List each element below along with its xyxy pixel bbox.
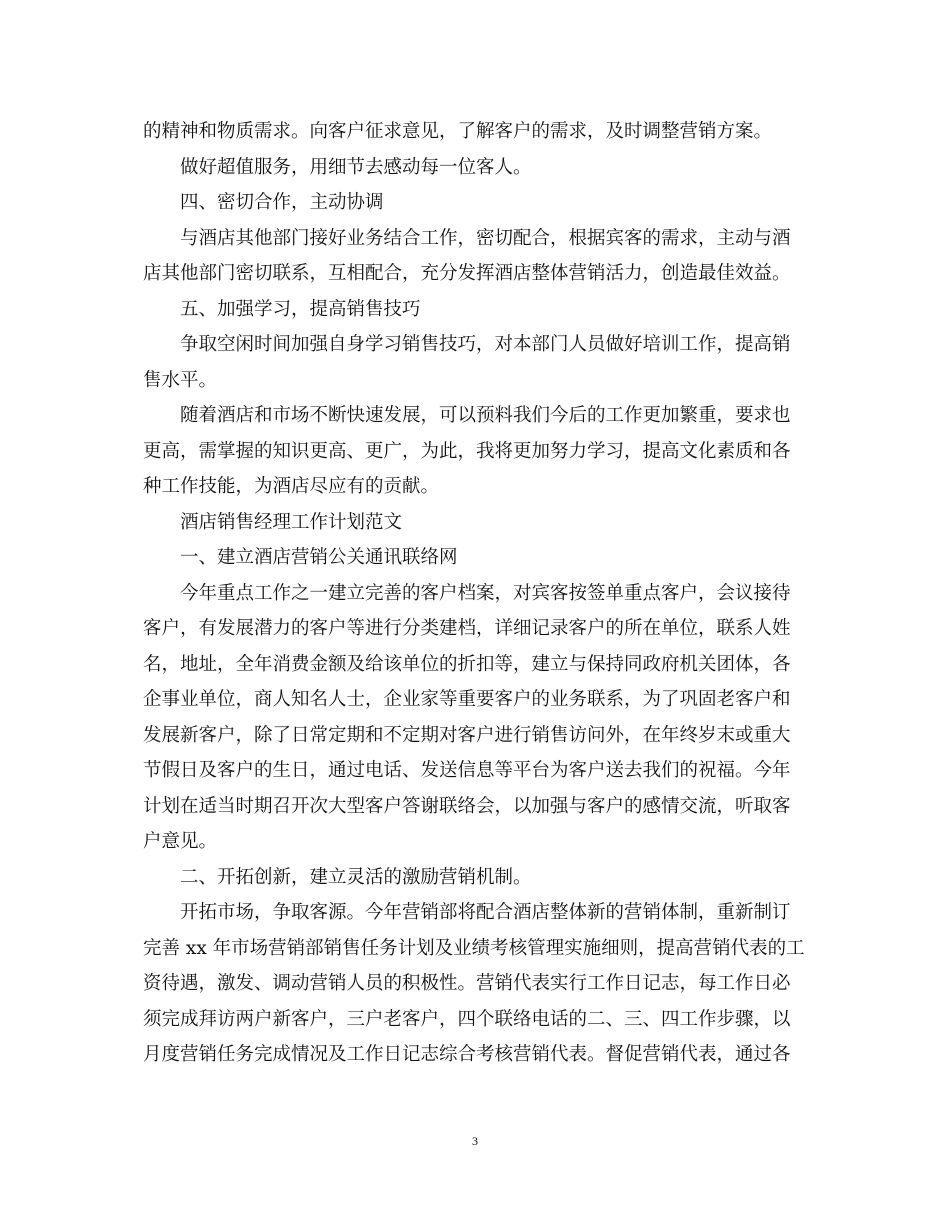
text-line: 四、密切合作，主动协调 <box>180 192 384 213</box>
text-line: 节假日及客户的生日，通过电话、发送信息等平台为客户送去我们的祝福。今年 <box>143 760 791 781</box>
text-line: 资待遇，激发、调动营销人员的积极性。营销代表实行工作日记志，每工作日必 <box>143 973 791 994</box>
text-line: 今年重点工作之一建立完善的客户档案，对宾客按签单重点客户，会议接待 <box>180 582 791 604</box>
text-line: 完善 xx 年市场营销部销售任务计划及业绩考核管理实施细则，提高营销代表的工 <box>143 937 805 959</box>
text-line: 更高，需掌握的知识更高、更广，为此，我将更加努力学习，提高文化素质和各 <box>143 440 791 462</box>
text-line: 开拓市场，争取客源。今年营销部将配合酒店整体新的营销体制，重新制订 <box>180 902 791 923</box>
text-line: 做好超值服务，用细节去感动每一位客人。 <box>180 156 532 178</box>
text-line: 酒店销售经理工作计划范文 <box>180 511 403 533</box>
text-line: 的精神和物质需求。向客户征求意见，了解客户的需求，及时调整营销方案。 <box>143 121 773 142</box>
text-line: 企事业单位，商人知名人士，企业家等重要客户的业务联系，为了巩固老客户和 <box>143 689 791 710</box>
text-line: 随着酒店和市场不断快速发展，可以预料我们今后的工作更加繁重，要求也 <box>180 405 791 426</box>
text-line: 发展新客户，除了日常定期和不定期对客户进行销售访问外，在年终岁末或重大 <box>143 724 791 746</box>
document-body <box>143 114 811 1073</box>
text-line: 一、建立酒店营销公关通讯联络网 <box>180 547 458 568</box>
text-line: 五、加强学习，提高销售技巧 <box>180 298 421 320</box>
text-line: 店其他部门密切联系，互相配合，充分发挥酒店整体营销活力，创造最佳效益。 <box>143 263 791 284</box>
text-line: 种工作技能，为酒店尽应有的贡献。 <box>143 476 440 497</box>
text-line: 户意见。 <box>143 831 218 852</box>
text-line: 售水平。 <box>143 369 218 391</box>
text-line: 须完成拜访两户新客户，三户老客户，四个联络电话的二、三、四工作步骤，以 <box>143 1008 791 1030</box>
text-line: 客户，有发展潜力的客户等进行分类建档，详细记录客户的所在单位，联系人姓 <box>143 618 791 639</box>
text-line: 与酒店其他部门接好业务结合工作，密切配合，根据宾客的需求，主动与酒 <box>180 227 791 249</box>
text-line: 月度营销任务完成情况及工作日记志综合考核营销代表。督促营销代表，通过各 <box>143 1044 791 1065</box>
text-line: 二、开拓创新，建立灵活的激励营销机制。 <box>180 866 532 888</box>
text-line: 名，地址，全年消费金额及给该单位的折扣等，建立与保持同政府机关团体，各 <box>143 653 791 675</box>
text-line: 计划在适当时期召开次大型客户答谢联络会，以加强与客户的感情交流，听取客 <box>143 795 791 817</box>
text-line: 争取空闲时间加强自身学习销售技巧，对本部门人员做好培训工作，提高销 <box>180 334 791 355</box>
page-number: 3 <box>472 1134 478 1148</box>
